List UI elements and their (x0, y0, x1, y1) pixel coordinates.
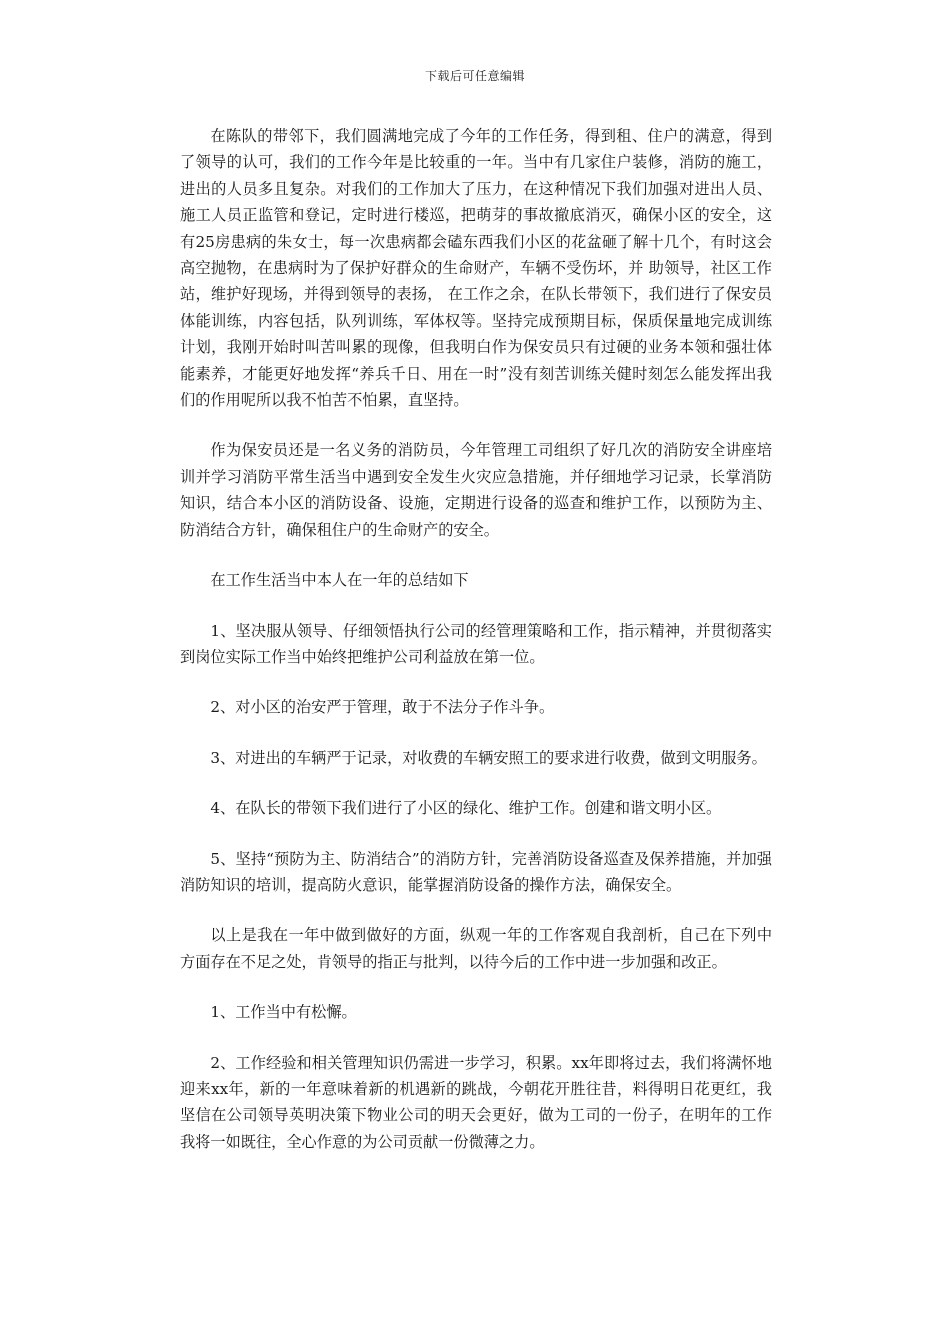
paragraph-list-item-3: 3、对进出的车辆严于记录，对收费的车辆安照工的要求进行收费，做到文明服务。 (210, 748, 767, 767)
paragraph-shortcoming-1: 1、工作当中有松懈。 (210, 1003, 357, 1022)
paragraph-fire-safety-training: 作为保安员还是一名义务的消防员，今年管理工司组织了好几次的消防安全讲座培训并学习消防平常生活当中遇到安全发生火灾应急措施，并仔细地学习记录，长掌消防知识，结合本小区的消防设备、设施，定期进行设备的巡查和维护工作，以预防为主、防消结合方针，确保租住户的生命财产的安全。 (180, 441, 772, 539)
paragraph-summary-heading: 在工作生活当中本人在一年的总结如下 (210, 571, 469, 590)
paragraph-list-item-2: 2、对小区的治安严于管理，敢于不法分子作斗争。 (210, 698, 555, 717)
paragraph-intro-work-summary: 在陈队的带邻下，我们圆满地完成了今年的工作任务，得到租、住户的满意，得到了领导的认可，我们的工作今年是比较重的一年。当中有几家住户装修，消防的施工，进出的人员多且复杂。对我们的工作加大了压力，在这种情况下我们加强对进出人员、施工人员正监管和登记，定时进行楼巡，把萌芽的事故撤底消灭，确保小区的安全，这有25房患病的朱女士，每一次患病都会磕东西我们小区的花盆砸了解十几个，有时这会高空抛物，在患病时为了保护好群众的生命财产，车辆不受伤坏，并 助领导，社区工作站，维护好现场，并得到领导的表扬， 在工作之余，在队长带领下，我们进行了保安员体能训练，内容包括，队列训练，军体权等。坚持完成预期目标，保质保量地完成训练计划，我刚开始时叫苦叫累的现像，但我明白作为保安员只有过硬的业务本领和强壮体能素养，才能更好地发挥“养兵千日、用在一时”没有刻苦训练关健时刻怎么能发挥出我们的作用呢所以我不怕苦不怕累，直坚持。 (180, 127, 772, 410)
page-header: 下载后可任意编辑 (424, 69, 525, 83)
document-body (180, 123, 772, 1179)
paragraph-list-item-4: 4、在队长的带领下我们进行了小区的绿化、维护工作。创建和谐文明小区。 (210, 799, 722, 818)
paragraph-shortcomings-intro: 以上是我在一年中做到做好的方面，纵观一年的工作客观自我剖析，自己在下列中方面存在不足之处，肯领导的指正与批判，以待今后的工作中进一步加强和改正。 (180, 926, 772, 971)
paragraph-list-item-1: 1、坚决服从领导、仔细领悟执行公司的经管理策略和工作，指示精神，并贯彻落实到岗位实际工作当中始终把维护公司利益放在第一位。 (180, 621, 772, 666)
paragraph-list-item-5: 5、坚持“预防为主、防消结合”的消防方针，完善消防设备巡查及保养措施，并加强消防知识的培训，提高防火意识，能掌握消防设备的操作方法，确保安全。 (180, 849, 772, 894)
paragraph-shortcoming-2: 2、工作经验和相关管理知识仍需进一步学习，积累。xx年即将过去，我们将满怀地迎来xx年，新的一年意味着新的机遇新的跳战，今朝花开胜往昔，料得明日花更红，我坚信在公司领导英明决策下物业公司的明天会更好，做为工司的一份子，在明年的工作我将一如既往，全心作意的为公司贡献一份微薄之力。 (180, 1053, 772, 1151)
